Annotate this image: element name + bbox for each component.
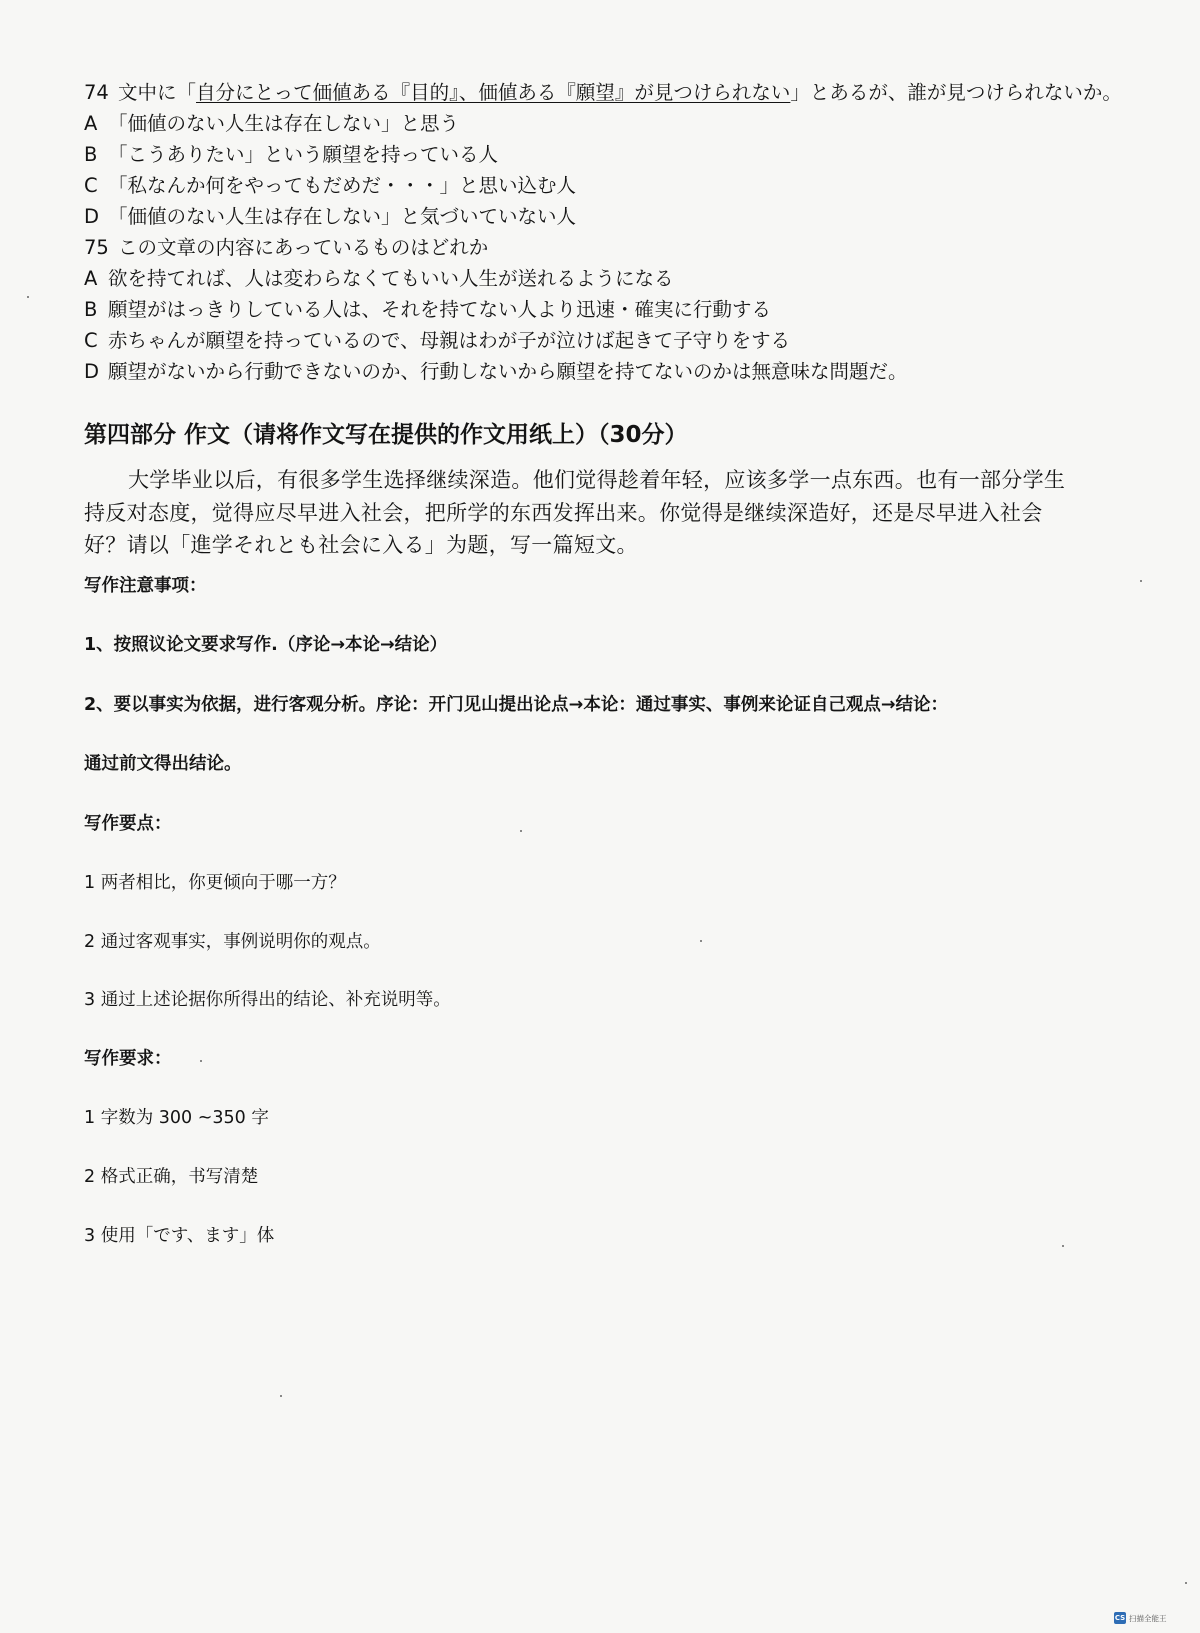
question-74-stem (84, 80, 1122, 106)
scanner-watermark (1114, 1608, 1196, 1628)
option-letter: A (84, 267, 98, 290)
requirement-item: 1 字数为 300 ~350 字 (84, 1108, 269, 1128)
requirements-title: 写作要求： (84, 1049, 172, 1069)
question-number: 74 (84, 81, 109, 104)
option-text: 「価値のない人生は存在しない」と気づいていない人 (108, 205, 577, 228)
point-item: 1 两者相比，你更倾向于哪一方？ (84, 873, 346, 893)
option-text: 欲を持てれば、人は変わらなくてもいい人生が送れるようになる (108, 267, 674, 290)
scan-speck (1140, 580, 1142, 582)
q74-option-c (84, 173, 576, 199)
q75-option-b (84, 297, 771, 323)
scanner-watermark-text: 扫描全能王 (1129, 1613, 1167, 1623)
scan-speck (700, 940, 702, 942)
scanner-logo-icon: CS (1114, 1614, 1126, 1622)
option-letter: D (84, 360, 100, 383)
requirement-item: 3 使用「です、ます」体 (84, 1226, 275, 1246)
point-item: 3 通过上述论据你所得出的结论、补充说明等。 (84, 990, 451, 1010)
requirement-item: 2 格式正确，书写清楚 (84, 1167, 259, 1187)
option-letter: C (84, 174, 98, 197)
stem-quote: 自分にとって価値ある『目的』、価値ある『願望』が見つけられない (196, 81, 791, 104)
option-text: 「価値のない人生は存在しない」と思う (108, 112, 460, 135)
stem-suffix: 」とあるが、誰が見つけられないか。 (790, 81, 1122, 104)
scan-speck (27, 296, 29, 298)
section-heading: 第四部分 作文（请将作文写在提供的作文用纸上）（30分） (84, 422, 688, 448)
option-letter: B (84, 143, 98, 166)
q75-option-a (84, 266, 674, 292)
scan-speck (520, 830, 522, 832)
q74-option-d (84, 204, 576, 230)
q75-option-c (84, 328, 790, 354)
option-text: 「こうありたい」という願望を持っている人 (108, 143, 499, 166)
option-text: 願望がはっきりしている人は、それを持てない人より迅速・確実に行動する (108, 298, 772, 321)
option-text: 「私なんか何をやってもだめだ・・・」と思い込む人 (108, 174, 577, 197)
scan-speck (200, 1060, 202, 1062)
question-number: 75 (84, 236, 109, 259)
stem-text: この文章の内容にあっているものはどれか (118, 236, 489, 259)
question-75-stem (84, 235, 488, 261)
notes-title: 写作注意事项： (84, 576, 207, 596)
option-letter: C (84, 329, 98, 352)
scan-speck (1062, 1245, 1064, 1247)
scan-speck (1185, 1582, 1187, 1584)
note-item: 2、要以事实为依据，进行客观分析。序论：开门见山提出论点→本论：通过事实、事例来论证自己观点→结论： (84, 695, 948, 715)
q74-option-b (84, 142, 498, 168)
option-text: 願望がないから行動できないのか、行動しないから願望を持てないのかは無意味な問題だ。 (108, 360, 908, 383)
note-item: 通过前文得出结论。 (84, 754, 242, 774)
q75-option-d (84, 359, 908, 385)
option-letter: B (84, 298, 98, 321)
option-letter: D (84, 205, 100, 228)
note-item: 1、按照议论文要求写作.（序论→本论→结论） (84, 635, 448, 655)
stem-prefix: 文中に「 (118, 81, 197, 104)
points-title: 写作要点： (84, 814, 172, 834)
option-text: 赤ちゃんが願望を持っているので、母親はわが子が泣けば起きて子守りをする (108, 329, 791, 352)
scan-speck (280, 1395, 282, 1397)
q74-option-a (84, 111, 459, 137)
essay-prompt: 大学毕业以后，有很多学生选择继续深造。他们觉得趁着年轻，应该多学一点东西。也有一部分学生持反对态度，觉得应尽早进入社会，把所学的东西发挥出来。你觉得是继续深造好，还是尽早进入社会好？请以「進学それとも社会に入る」为题，写一篇短文。 (84, 468, 1066, 557)
point-item: 2 通过客观事实，事例说明你的观点。 (84, 932, 381, 952)
option-letter: A (84, 112, 98, 135)
